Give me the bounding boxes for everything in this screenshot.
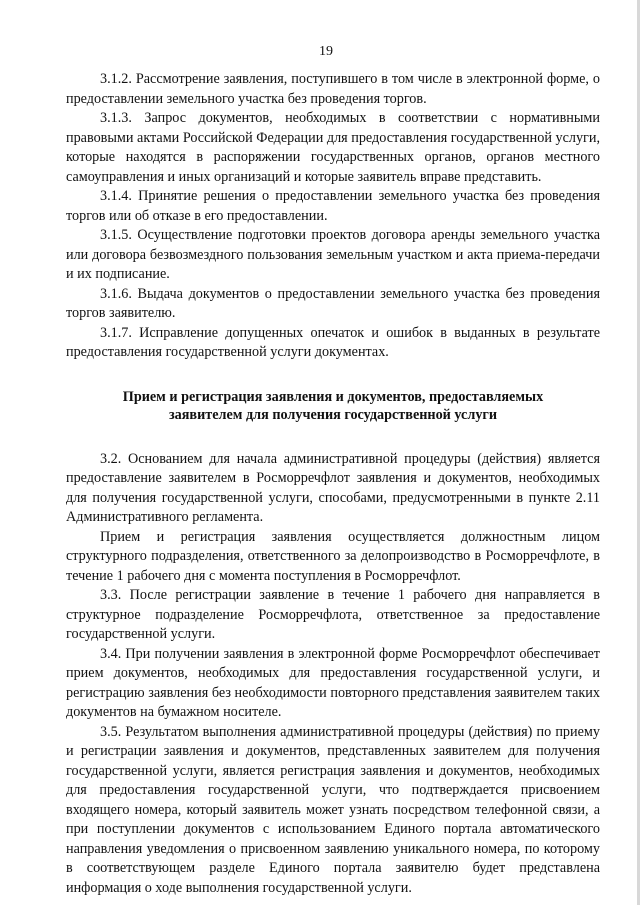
paragraph-3-4: 3.4. При получении заявления в электронной форме Росморречфлот обеспечивает прием документов, необходимых для предоставления государственной услуги, и регистрацию заявления без необходимости повторного представления заявителем таких документов на бумажном носителе. [66,645,600,720]
section-heading: Прием и регистрация заявления и документов, предоставляемых заявителем для получения государственной услуги [122,388,544,423]
paragraph-3-5: 3.5. Результатом выполнения административной процедуры (действия) по приему и регистрации заявления и документов, представленных заявителем для получения государственной услуги, является регистрация заявления и документов, необходимых для предоставления государственной услуги, что подтверждается присвоением входящего номера, который заявитель может узнать посредством телефонной связи, а при поступлении документов с использованием Единого портала автоматического направления уведомления о присвоенном заявлению уникального номера, по которому в соответствующем разделе Единого портала заявителю будет представлена информация о ходе выполнения государственной услуги. [66,723,600,896]
paragraph-3-1-5: 3.1.5. Осуществление подготовки проектов договора аренды земельного участка или договора безвозмездного пользования земельным участком и акта приема-передачи и их подписание. [66,227,600,282]
paragraph-3-3: 3.3. После регистрации заявление в течение 1 рабочего дня направляется в структурное подразделение Росморречфлота, ответственное за предоставление государственной услуги. [66,587,600,642]
paragraph-3-1-4: 3.1.4. Принятие решения о предоставлении земельного участка без проведения торгов или об отказе в его предоставлении. [66,188,600,224]
paragraph-3-1-7: 3.1.7. Исправление допущенных опечаток и ошибок в выданных в результате предоставления государственной услуги документах. [66,324,600,360]
paragraph-3-1-6: 3.1.6. Выдача документов о предоставлении земельного участка без проведения торгов заявителю. [66,285,600,321]
paragraph-reception: Прием и регистрация заявления осуществляется должностным лицом структурного подразделения, ответственного за делопроизводство в Росморречфлоте, в течение 1 рабочего дня с момента поступления в Росморречфлот. [66,528,600,584]
paragraph-3-2: 3.2. Основанием для начала административной процедуры (действия) является предоставление заявителем в Росморречфлот заявления и документов, необходимых для получения государственной услуги, способами, предусмотренными в пункте 2.11 Административного регламента. [66,450,600,525]
page-number: 19 [319,44,333,59]
paragraph-3-1-2: 3.1.2. Рассмотрение заявления, поступившего в том числе в электронной форме, о предоставлении земельного участка без проведения торгов. [66,71,600,107]
page-body [66,70,600,898]
paragraph-3-1-3: 3.1.3. Запрос документов, необходимых в соответствии с нормативными правовыми актами Российской Федерации для предоставления государственной услуги, которые находятся в распоряжении государственных органов, органов местного самоуправления и иных организаций и которые заявитель вправе представить. [66,110,600,185]
